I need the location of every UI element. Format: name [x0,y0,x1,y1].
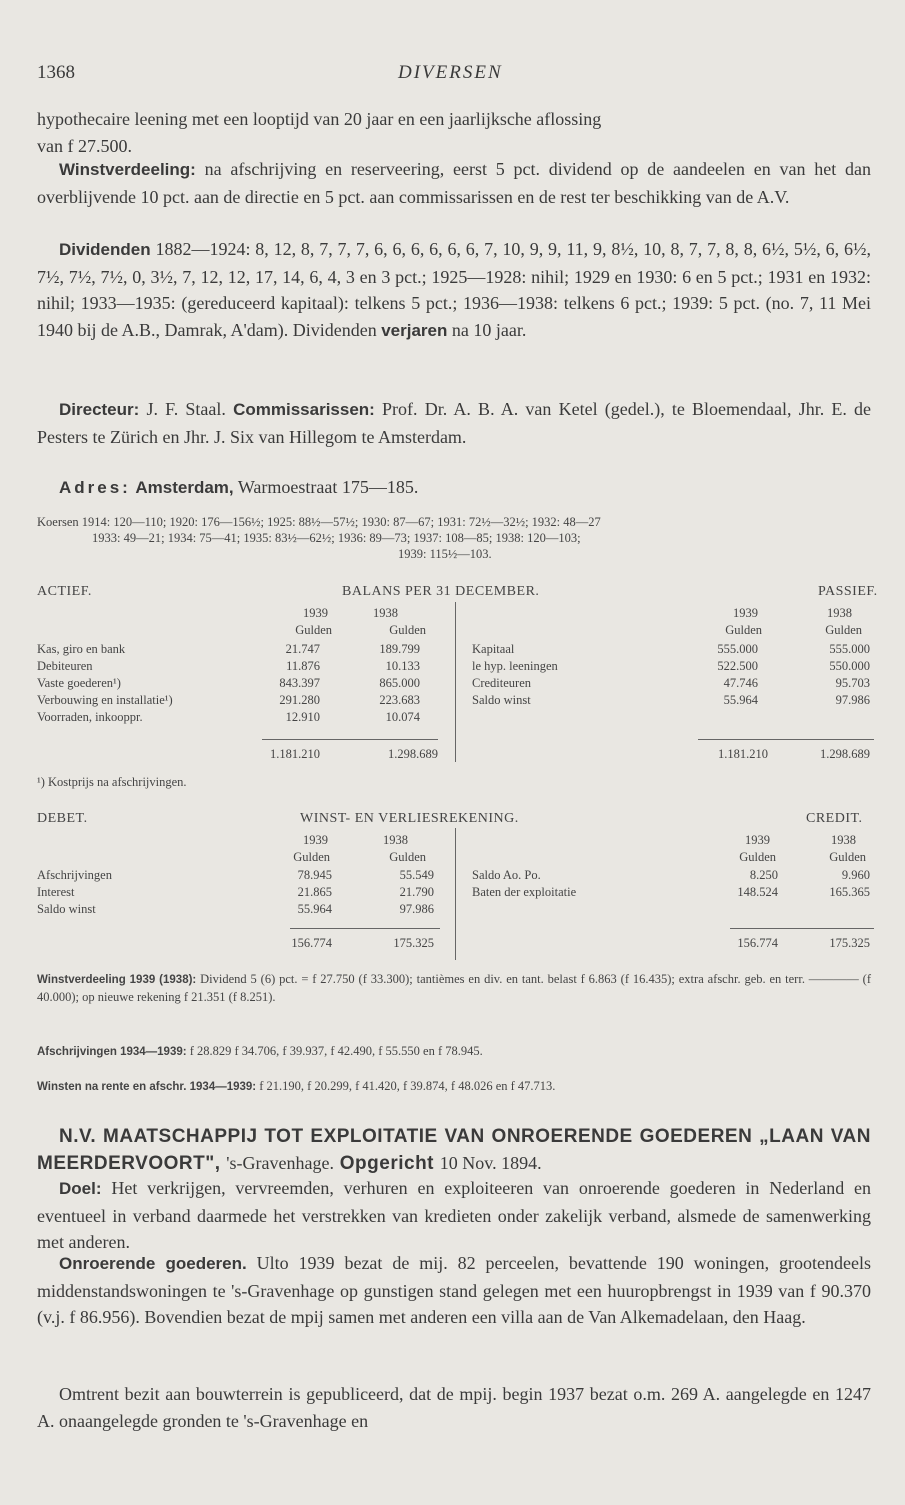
dividenden-text: 1882—1924: 8, 12, 8, 7, 7, 7, 6, 6, 6, 6, 6, 6, 7, 10, 9, 9, 11, 9, 8½, 10, 8, 7, 7, 8, 8, 6½, 5½, 6, 6½, 7½, 7½, 7½, 0, 3½, 7, 12, 12, 17, 14, 6, 4, 3 en 3 pct.; 1925—1928: nihil; 1929 en 1930: 6 en 5 pct.; 1931 en 1932: nihil; 1933—1935: (gereduceerd kapitaal): telkens 5 pct.; 1936—1938: telkens 6 pct.; 1939: 5 pct. (no. 7, 11 Mei 1940 bij de A.B., Damrak, A'dam). Dividenden [37,239,871,340]
credit-row-label: Baten der exploitatie [472,885,577,899]
passief-row-1939: 522.500 [717,659,758,673]
actief-row-label: Voorraden, inkooppr. [37,710,143,724]
winst-right-year-1939: 1939 [745,833,770,847]
debet-row-1938: 55.549 [399,868,434,882]
debet-row-label: Saldo winst [37,902,96,916]
directeur-name: J. F. Staal. [146,399,226,419]
debet-row-label: Interest [37,885,75,899]
winst-divider [455,828,456,960]
page-number: 1368 [37,62,75,83]
balans-left-total-rule [262,739,438,740]
winstverdeeling-label: Winstverdeeling: [59,160,196,179]
actief-row-1939: 21.747 [285,642,320,656]
passief-row-label: Crediteuren [472,676,532,690]
winst-left-total-1939: 156.774 [291,936,332,950]
company-name: N.V. MAATSCHAPPIJ TOT EXPLOITATIE VAN ONROERENDE GOEDEREN „LAAN VAN MEERDERVOORT", [37,1126,871,1174]
balans-footnote: ¹) Kostprijs na afschrijvingen. [37,775,187,789]
winst-right-total-1938: 175.325 [829,936,870,950]
winst-right-year-1938: 1938 [831,833,856,847]
credit-row-label: Saldo Ao. Po. [472,868,541,882]
balans-right-unit-1938: Gulden [825,623,862,637]
adres-label: Adres: [59,478,131,497]
actief-row-1938: 189.799 [379,642,420,656]
actief-row-label: Vaste goederen¹) [37,676,121,690]
actief-row-label: Verbouwing en installatie¹) [37,693,173,707]
dividenden-tail: na 10 jaar. [451,319,527,340]
debet-row-label: Afschrijvingen [37,868,112,882]
credit-heading: CREDIT. [806,811,863,826]
passief-row-label: Saldo winst [472,693,531,707]
winst-right-unit-1939: Gulden [739,850,776,864]
passief-row-1939: 555.000 [717,642,758,656]
actief-row-1939: 843.397 [279,676,320,690]
passief-heading: PASSIEF. [818,584,878,599]
passief-row-1939: 47.746 [723,676,758,690]
passief-row-1938: 555.000 [829,642,870,656]
winst-left-unit-1938: Gulden [389,850,426,864]
intro-line-1: hypothecaire leening met een looptijd van 20 jaar en een jaarlijksche aflossing [37,109,602,129]
balans-right-year-1938: 1938 [827,606,852,620]
actief-row-label: Kas, giro en bank [37,642,126,656]
onroerend-text: Ulto 1939 bezat de mij. 82 perceelen, bevattende 190 woningen, grootendeels middenstandswoningen te 's-Gravenhage op gunstigen stand gelegen met een huuropbrengst in 1939 van f 90.370 (v.j. f 86.956). Bovendien bezat de mpij samen met anderen een villa aan de Van Alkemadelaan, den Haag. [37,1253,871,1327]
afschrijvingen-note-text: f 28.829 f 34.706, f 39.937, f 42.490, f 55.550 en f 78.945. [189,1044,483,1058]
actief-row-label: Debiteuren [37,659,93,673]
debet-row-1939: 55.964 [297,902,332,916]
balans-left-total-1939: 1.181.210 [270,747,320,761]
balans-left-total-1938: 1.298.689 [388,747,438,761]
doel-text: Het verkrijgen, vervreemden, verhuren en exploiteeren van onroerende goederen in Nederland en eventueel in verband daarmede het verstrekken van kredieten onder zakelijk verband, alsmede de samenwerking met anderen. [37,1178,871,1252]
winstverdeeling-note-text: Dividend 5 (6) pct. = f 27.750 (f 33.300); tantièmes en div. en tant. belast f 6.863 (f 16.435); extra afschr. geb. en terr. ———— (f 40.000); op nieuwe rekening f 21.351 (f 8.251). [37,972,872,1004]
passief-row-label: Kapitaal [472,642,515,656]
dividenden-paragraph [37,236,871,344]
balans-title: BALANS PER 31 DECEMBER. [342,584,540,599]
winst-left-year-1939: 1939 [303,833,328,847]
balans-right-year-1939: 1939 [733,606,758,620]
winsten-note [37,1078,871,1096]
verjaren-label: verjaren [381,320,448,340]
winsten-note-text: f 21.190, f 20.299, f 41.420, f 39.874, f 48.026 en f 47.713. [259,1079,556,1093]
winst-right-total-rule [730,928,874,929]
directeur-label: Directeur: [59,400,140,419]
dividenden-label: Dividenden [59,240,151,259]
onroerend-paragraph [37,1250,871,1331]
winst-left-total-1938: 175.325 [393,936,434,950]
winst-right-unit-1938: Gulden [829,850,866,864]
koersen-line-1: Koersen 1914: 120—110; 1920: 176—156½; 1925: 88½—57½; 1930: 87—67; 1931: 72½—32½; 1932: 48—27 [37,515,601,529]
adres-street: Warmoestraat 175—185. [237,477,419,497]
actief-row-1939: 12.910 [285,710,320,724]
debet-heading: DEBET. [37,811,88,826]
opgericht-label: Opgericht [339,1153,435,1174]
intro-line-2: van f 27.500. [37,135,132,156]
actief-row-1939: 11.876 [286,659,320,673]
credit-row-1939: 8.250 [749,868,778,882]
company-city: 's-Gravenhage. [226,1153,334,1173]
directeur-paragraph [37,396,871,450]
running-title: DIVERSEN [398,62,503,83]
balans-right-unit-1939: Gulden [725,623,762,637]
debet-row-1938: 97.986 [399,902,434,916]
bouwterrein-text: Omtrent bezit aan bouwterrein is gepubliceerd, dat de mpij. begin 1937 bezat o.m. 269 A. aangelegde en 1247 A. onaangelegde gronden te 's-Gravenhage en [37,1384,871,1431]
intro-paragraph [37,106,871,159]
credit-row-1938: 9.960 [841,868,870,882]
balans-left-unit-1938: Gulden [389,623,426,637]
debet-row-1939: 78.945 [297,868,332,882]
koersen-line-2: 1933: 49—21; 1934: 75—41; 1935: 83½—62½; 1936: 89—73; 1937: 108—85; 1938: 120—103; [92,531,581,545]
winst-right-total-1939: 156.774 [737,936,778,950]
balans-right-total-1939: 1.181.210 [718,747,768,761]
debet-row-1939: 21.865 [297,885,332,899]
winst-left-unit-1939: Gulden [293,850,330,864]
winstverdeeling-text: na afschrijving en reserveering, eerst 5 pct. dividend op de aandeelen en van het dan overblijvende 10 pct. aan de directie en 5 pct. aan commissarissen en de rest ter beschikking van de A.V. [37,159,871,207]
opgericht-date: 10 Nov. 1894. [439,1153,542,1173]
credit-row-1939: 148.524 [737,885,778,899]
bouwterrein-paragraph [37,1381,871,1434]
doel-paragraph [37,1175,871,1256]
passief-row-1939: 55.964 [723,693,758,707]
adres-paragraph [37,474,871,502]
actief-row-1938: 223.683 [379,693,420,707]
koersen-line-3: 1939: 115½—103. [398,547,492,561]
passief-row-1938: 97.986 [835,693,870,707]
passief-row-1938: 95.703 [835,676,870,690]
afschrijvingen-note [37,1043,871,1061]
actief-row-1938: 865.000 [379,676,420,690]
balans-right-total-1938: 1.298.689 [820,747,870,761]
debet-row-1938: 21.790 [399,885,434,899]
balans-left-year-1939: 1939 [303,606,328,620]
balans-left-year-1938: 1938 [373,606,398,620]
winst-left-year-1938: 1938 [383,833,408,847]
winsten-note-label: Winsten na rente en afschr. 1934—1939: [37,1081,257,1093]
actief-row-1938: 10.133 [385,659,420,673]
commissarissen-label: Commissarissen: [233,400,375,419]
balans-divider [455,602,456,762]
commissarissen-text: Prof. Dr. A. B. A. van Ketel (gedel.), te Bloemendaal, Jhr. E. de Pesters te Zürich en Jhr. J. Six van Hillegom te Amsterdam. [37,399,872,447]
actief-heading: ACTIEF. [37,584,92,599]
actief-row-1939: 291.280 [279,693,320,707]
doel-label: Doel: [59,1179,102,1198]
company-heading [37,1124,871,1177]
winst-left-total-rule [290,928,440,929]
winstverdeeling-note-label: Winstverdeeling 1939 (1938): [37,974,197,986]
afschrijvingen-note-label: Afschrijvingen 1934—1939: [37,1046,187,1058]
winstverdeeling-note [37,971,871,1005]
credit-row-1938: 165.365 [829,885,870,899]
onroerend-label: Onroerende goederen. [59,1254,247,1273]
winst-title: WINST- EN VERLIESREKENING. [300,811,519,826]
passief-row-label: le hyp. leeningen [472,659,558,673]
adres-city: Amsterdam, [135,478,234,497]
balans-left-unit-1939: Gulden [295,623,332,637]
actief-row-1938: 10.074 [385,710,420,724]
balans-right-total-rule [698,739,874,740]
winstverdeeling-paragraph [37,156,871,210]
passief-row-1938: 550.000 [829,659,870,673]
